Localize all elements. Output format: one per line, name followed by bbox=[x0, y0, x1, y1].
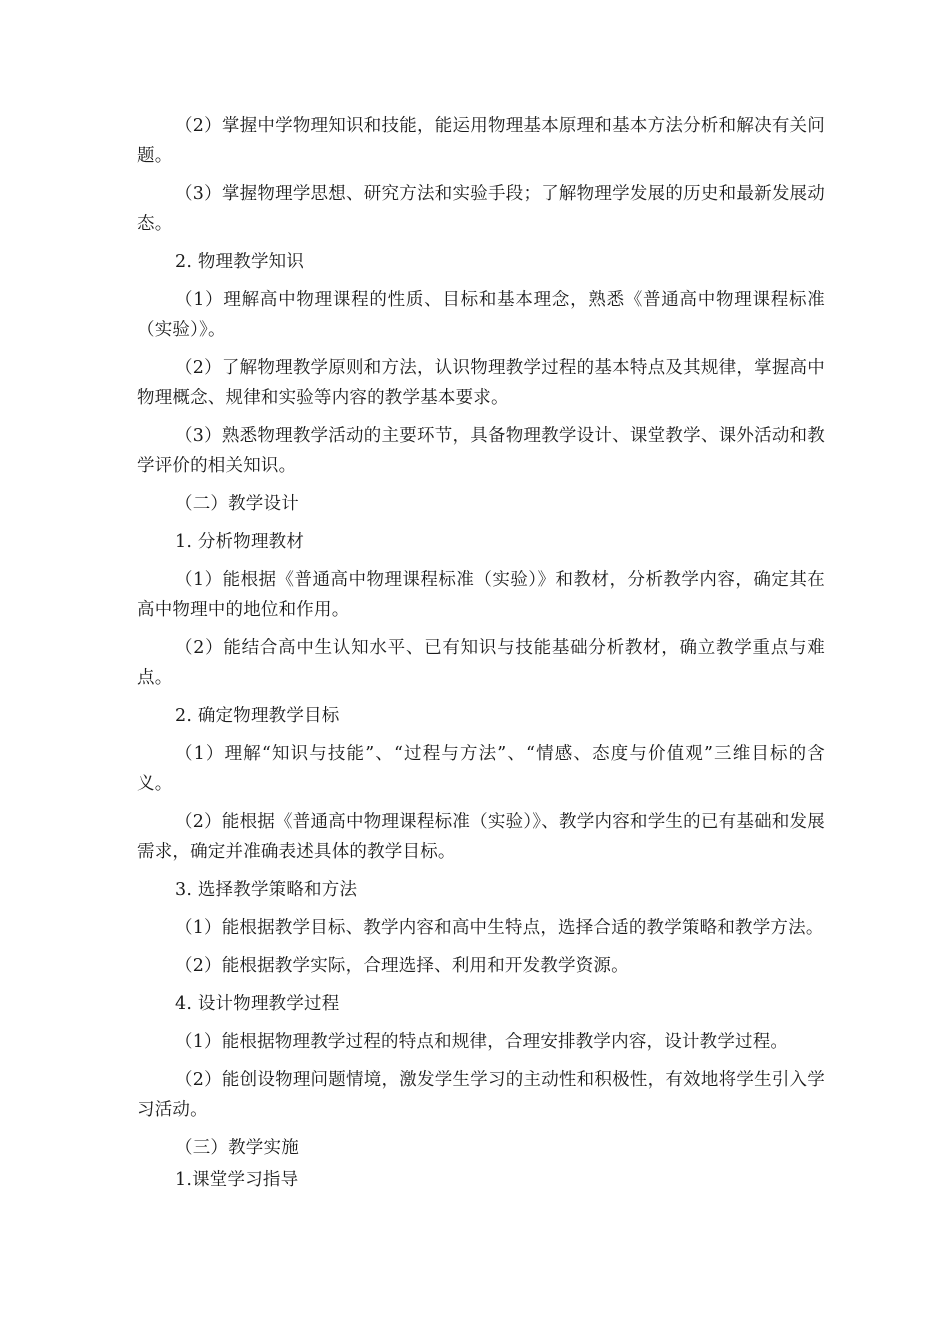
paragraph: （1）能根据教学目标、教学内容和高中生特点，选择合适的教学策略和教学方法。 bbox=[175, 918, 824, 938]
paragraph: （3）掌握物理学思想、研究方法和实验手段；了解物理学发展的历史和最新发展动态。 bbox=[137, 184, 825, 234]
paragraph: （3）熟悉物理教学活动的主要环节，具备物理教学设计、课堂教学、课外活动和教学评价的相关知识。 bbox=[137, 426, 825, 476]
paragraph: （2）能结合高中生认知水平、已有知识与技能基础分析教材，确立教学重点与难点。 bbox=[137, 638, 825, 688]
section-heading: （三）教学实施 bbox=[175, 1138, 299, 1158]
paragraph: （1）理解“知识与技能”、“过程与方法”、“情感、态度与价值观”三维目标的含义。 bbox=[137, 744, 825, 794]
section-heading: （二）教学设计 bbox=[175, 494, 299, 514]
section-heading: 4. 设计物理教学过程 bbox=[175, 994, 340, 1014]
paragraph: （2）能根据《普通高中物理课程标准（实验）》、教学内容和学生的已有基础和发展需求，确定并准确表述具体的教学目标。 bbox=[137, 812, 825, 862]
paragraph: （1）能根据物理教学过程的特点和规律，合理安排教学内容，设计教学过程。 bbox=[175, 1032, 789, 1052]
paragraph: （1）能根据《普通高中物理课程标准（实验）》和教材，分析教学内容，确定其在高中物理中的地位和作用。 bbox=[137, 570, 825, 620]
paragraph: （2）能根据教学实际，合理选择、利用和开发教学资源。 bbox=[175, 956, 629, 976]
document-body bbox=[137, 111, 825, 1195]
section-heading: 3. 选择教学策略和方法 bbox=[175, 880, 358, 900]
section-heading: 2. 物理教学知识 bbox=[175, 252, 305, 272]
paragraph: （1）理解高中物理课程的性质、目标和基本理念，熟悉《普通高中物理课程标准（实验）》。 bbox=[137, 290, 825, 340]
section-heading: 1.课堂学习指导 bbox=[175, 1170, 299, 1190]
paragraph: （2）掌握中学物理知识和技能，能运用物理基本原理和基本方法分析和解决有关问题。 bbox=[137, 116, 825, 166]
section-heading: 2. 确定物理教学目标 bbox=[175, 706, 340, 726]
paragraph: （2）能创设物理问题情境，激发学生学习的主动性和积极性，有效地将学生引入学习活动。 bbox=[137, 1070, 825, 1120]
section-heading: 1. 分析物理教材 bbox=[175, 532, 305, 552]
paragraph: （2）了解物理教学原则和方法，认识物理教学过程的基本特点及其规律，掌握高中物理概念、规律和实验等内容的教学基本要求。 bbox=[137, 358, 825, 408]
